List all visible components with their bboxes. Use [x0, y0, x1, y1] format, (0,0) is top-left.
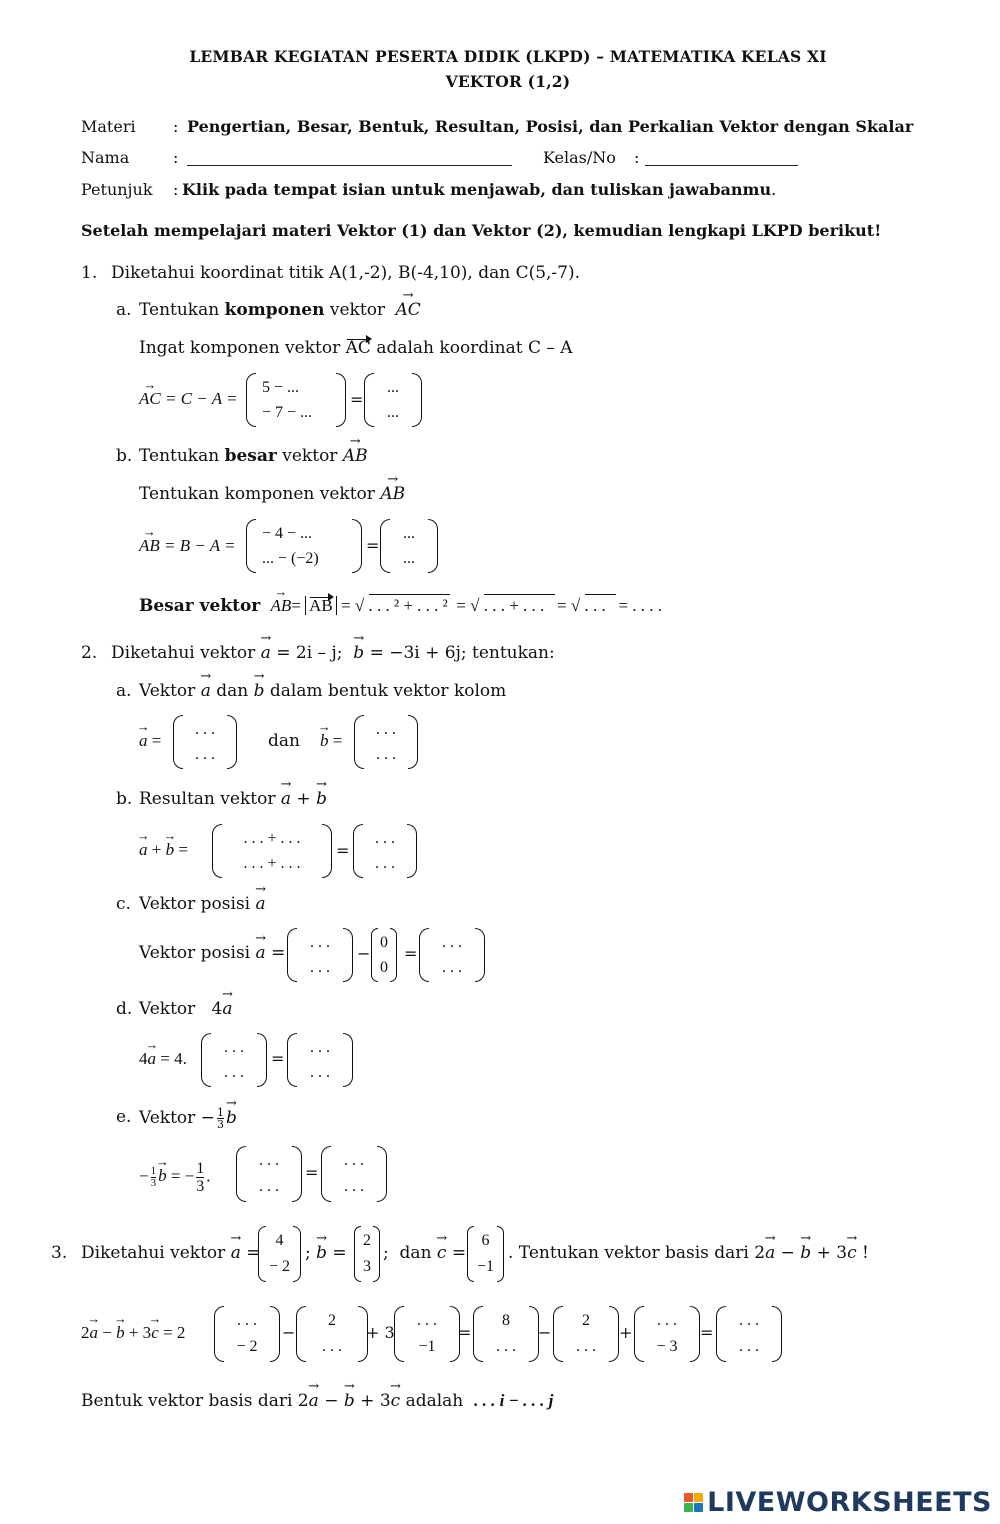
q2b-res-bot[interactable]: . . .	[375, 854, 395, 872]
q3-m7-bot[interactable]: . . .	[739, 1338, 759, 1355]
q3-m2-bot[interactable]: . . .	[322, 1338, 342, 1355]
q1b-equals: =	[366, 536, 380, 555]
q2b-matrix-1	[212, 824, 332, 878]
q2c-m1-bot[interactable]: . . .	[310, 958, 330, 976]
q1a-m2-bot[interactable]: ...	[387, 403, 399, 421]
q2d-label: d.	[116, 999, 133, 1019]
q3-op-3: =	[458, 1323, 472, 1342]
q2-text: Diketahui vektor → a = 2i – j; → b = −3i + 6j; tentukan:	[111, 643, 555, 663]
q2c-matrix-1	[287, 928, 353, 982]
q2a-a-bot[interactable]: . . .	[195, 745, 215, 763]
logo-square-3	[684, 1503, 693, 1512]
q2b-res-top[interactable]: . . .	[375, 829, 395, 847]
q2d-matrix-1	[201, 1033, 267, 1087]
q3-op-2: + 3	[366, 1323, 395, 1342]
q3-answer: Bentuk vektor basis dari 2→ a − → b + 3→ c adalah . . . i − . . . j	[81, 1391, 553, 1411]
q1a-matrix-1	[246, 373, 346, 427]
besar-result[interactable]: = . . . .	[618, 596, 663, 615]
q1a-label: a.	[116, 300, 132, 320]
q2e-label: e.	[116, 1107, 132, 1127]
besar-sqrt-1[interactable]: √ . . . ² + . . . ²	[354, 596, 448, 615]
q3-m5-bot[interactable]: . . .	[576, 1338, 596, 1355]
q2d-eq: 4→ a = 4.	[139, 1049, 187, 1069]
q3-op-1: −	[282, 1323, 296, 1342]
q2b-label: b.	[116, 789, 133, 809]
q2a-b-top[interactable]: . . .	[376, 720, 396, 738]
q3-text-pre: Diketahui vektor → a =	[81, 1243, 261, 1263]
kelas-colon: :	[634, 148, 640, 167]
q3-op-6: =	[700, 1323, 714, 1342]
q3-m1-top[interactable]: . . .	[237, 1312, 257, 1329]
q2b-text: Resultan vektor → a + → b	[139, 789, 327, 809]
q1b-m2-bot[interactable]: ...	[403, 549, 415, 567]
logo-mark-icon	[684, 1493, 703, 1512]
q3-op-5: +	[619, 1323, 633, 1342]
q2-number: 2.	[81, 643, 98, 663]
q2a-matrix-a	[173, 715, 237, 769]
q3-matrix-7	[716, 1306, 782, 1362]
q3-expr: 2→ a − → b + 3→ c = 2	[81, 1323, 185, 1343]
petunjuk-colon: :	[173, 180, 179, 199]
q3-matrix-2: 2 . . .	[296, 1306, 368, 1362]
q2e-m2-top[interactable]: . . .	[344, 1152, 364, 1169]
q1a-matrix-2	[364, 373, 422, 427]
q3-op-4: −	[538, 1323, 552, 1342]
q1a-equals: =	[350, 390, 364, 409]
nama-label: Nama	[81, 148, 130, 167]
q2b-eq: → a + → b =	[139, 840, 188, 860]
materi-colon: :	[173, 117, 179, 136]
besar-sqrt-3[interactable]: √ . . .	[571, 596, 614, 616]
q2a-b-eq: → b =	[320, 731, 342, 751]
q2a-matrix-b	[354, 715, 418, 769]
q2d-equals: =	[271, 1049, 285, 1068]
q2a-label: a.	[116, 681, 132, 701]
q1b-label: b.	[116, 446, 133, 466]
q1a-m1-bot[interactable]: − 7 − ...	[262, 403, 313, 421]
q1b-matrix-2	[380, 519, 438, 573]
page-title: LEMBAR KEGIATAN PESERTA DIDIK (LKPD) – MATEMATIKA KELAS XI	[189, 47, 827, 66]
q3-m7-top[interactable]: . . .	[739, 1312, 759, 1329]
q2b-sum-top[interactable]: . . . + . . .	[243, 829, 301, 847]
q2c-matrix-zero: 0 0	[371, 928, 397, 982]
q2c-label: c.	[116, 894, 131, 914]
nama-colon: :	[173, 148, 179, 167]
q2e-m1-top[interactable]: . . .	[259, 1152, 279, 1169]
logo-square-4	[694, 1503, 703, 1512]
q2e-m1-bot[interactable]: . . .	[259, 1178, 279, 1195]
q3-matrix-4: 8 . . .	[473, 1306, 539, 1362]
q3-m4-bot[interactable]: . . .	[496, 1338, 516, 1355]
q2c-line: Vektor posisi → a =	[139, 943, 285, 963]
q1b-m1-bot[interactable]: ... − (−2)	[262, 549, 319, 567]
q2e-matrix-2	[321, 1146, 387, 1202]
q2e-text: Vektor − $\frac{1}{3}$ → b	[139, 1107, 237, 1130]
q3-vector-c: 6 −1	[467, 1226, 504, 1282]
q3-answer-blank[interactable]: . . . i − . . . j	[474, 1391, 554, 1410]
q1b-m1-top[interactable]: − 4 − ...	[262, 524, 313, 542]
q3-number: 3.	[51, 1243, 68, 1263]
q2a-a-top[interactable]: . . .	[195, 720, 215, 738]
logo-square-2	[694, 1493, 703, 1502]
q1b-m2-top[interactable]: ...	[403, 524, 415, 542]
q2d-m2-top[interactable]: . . .	[310, 1038, 330, 1056]
q3-matrix-6: . . . − 3	[634, 1306, 700, 1362]
petunjuk-label: Petunjuk	[81, 180, 153, 199]
petunjuk-value: Klik pada tempat isian untuk menjawab, dan tuliskan jawabanmu.	[182, 180, 777, 199]
q2a-dan: dan	[268, 731, 300, 751]
q3-c-eq: ; dan → c =	[383, 1243, 466, 1263]
page-subtitle: VEKTOR (1,2)	[445, 72, 571, 91]
q1b-hint: Tentukan komponen vektor → AB	[139, 484, 405, 504]
q2e-matrix-1	[236, 1146, 302, 1202]
besar-sqrt-2[interactable]: √ . . . + . . .	[470, 596, 553, 616]
q2b-equals: =	[336, 841, 350, 860]
q3-b-eq: ; → b =	[305, 1243, 347, 1263]
materi-value: Pengertian, Besar, Bentuk, Resultan, Posisi, dan Perkalian Vektor dengan Skalar	[187, 117, 914, 136]
q2a-text: Vektor → a dan → b dalam bentuk vektor kolom	[139, 681, 506, 701]
q2d-text: Vektor 4→ a	[139, 999, 232, 1019]
q1-besar-row: Besar vektor → AB= AB = √ . . . ² + . . . ² = √ . . . + . . . = √ . . . = . . . .	[139, 596, 662, 616]
q3-matrix-1: . . . − 2	[214, 1306, 280, 1362]
q2a-b-bot[interactable]: . . .	[376, 745, 396, 763]
logo-text: LIVEWORKSHEETS	[707, 1487, 992, 1518]
q3-matrix-3: . . . −1	[394, 1306, 460, 1362]
q1a-hint: Ingat komponen vektor AC adalah koordinat C – A	[139, 338, 573, 358]
q3-m6-top[interactable]: . . .	[657, 1312, 677, 1329]
q2b-matrix-2	[353, 824, 417, 878]
logo-square-1	[684, 1493, 693, 1502]
q1a-m1-top[interactable]: 5 − ...	[262, 378, 300, 396]
q2c-m2-bot[interactable]: . . .	[442, 958, 462, 976]
q2a-a-eq: → a =	[139, 731, 161, 751]
kelas-label: Kelas/No	[543, 148, 616, 167]
q1b-eq: → AB = B − A =	[139, 536, 236, 556]
q3-vector-a: 4 − 2	[258, 1226, 301, 1282]
q1-number: 1.	[81, 263, 98, 283]
q3-vector-b: 2 3	[354, 1226, 380, 1282]
q2b-sum-bot[interactable]: . . . + . . .	[243, 854, 301, 872]
q1-text: Diketahui koordinat titik A(1,-2), B(-4,10), dan C(5,-7).	[111, 263, 581, 283]
q2e-m2-bot[interactable]: . . .	[344, 1178, 364, 1195]
nama-input-line[interactable]	[187, 165, 512, 166]
q1b-matrix-1	[246, 519, 362, 573]
q2c-equals: =	[404, 944, 418, 963]
liveworksheets-logo	[684, 1487, 992, 1518]
q2c-matrix-2	[419, 928, 485, 982]
q1a-text: Tentukan komponen vektor → AC	[139, 300, 421, 320]
materi-label: Materi	[81, 117, 136, 136]
q3-m3-top[interactable]: . . .	[417, 1312, 437, 1329]
q2e-eq: − $\frac{1}{3}$ → b = − $\frac{1}{3}$ .	[139, 1160, 211, 1195]
q2e-equals: =	[305, 1163, 319, 1182]
q2c-minus: −	[357, 944, 371, 963]
q2d-m2-bot[interactable]: . . .	[310, 1063, 330, 1081]
q2c-m2-top[interactable]: . . .	[442, 933, 462, 951]
q2d-m1-top[interactable]: . . .	[224, 1038, 244, 1056]
q1a-eq: → AC = C − A =	[139, 389, 238, 409]
intro-text: Setelah mempelajari materi Vektor (1) dan Vektor (2), kemudian lengkapi LKPD berikut!	[81, 221, 882, 240]
kelas-input-line[interactable]	[645, 165, 798, 166]
q1b-text: Tentukan besar vektor → AB	[139, 446, 368, 466]
q1a-m2-top[interactable]: ...	[387, 378, 399, 396]
q3-text-post: . Tentukan vektor basis dari 2→ a − → b + 3→ c !	[508, 1243, 869, 1263]
q2c-m1-top[interactable]: . . .	[310, 933, 330, 951]
q2d-m1-bot[interactable]: . . .	[224, 1063, 244, 1081]
q2c-text: Vektor posisi → a	[139, 894, 266, 914]
q3-matrix-5: 2 . . .	[553, 1306, 619, 1362]
q2d-matrix-2	[287, 1033, 353, 1087]
